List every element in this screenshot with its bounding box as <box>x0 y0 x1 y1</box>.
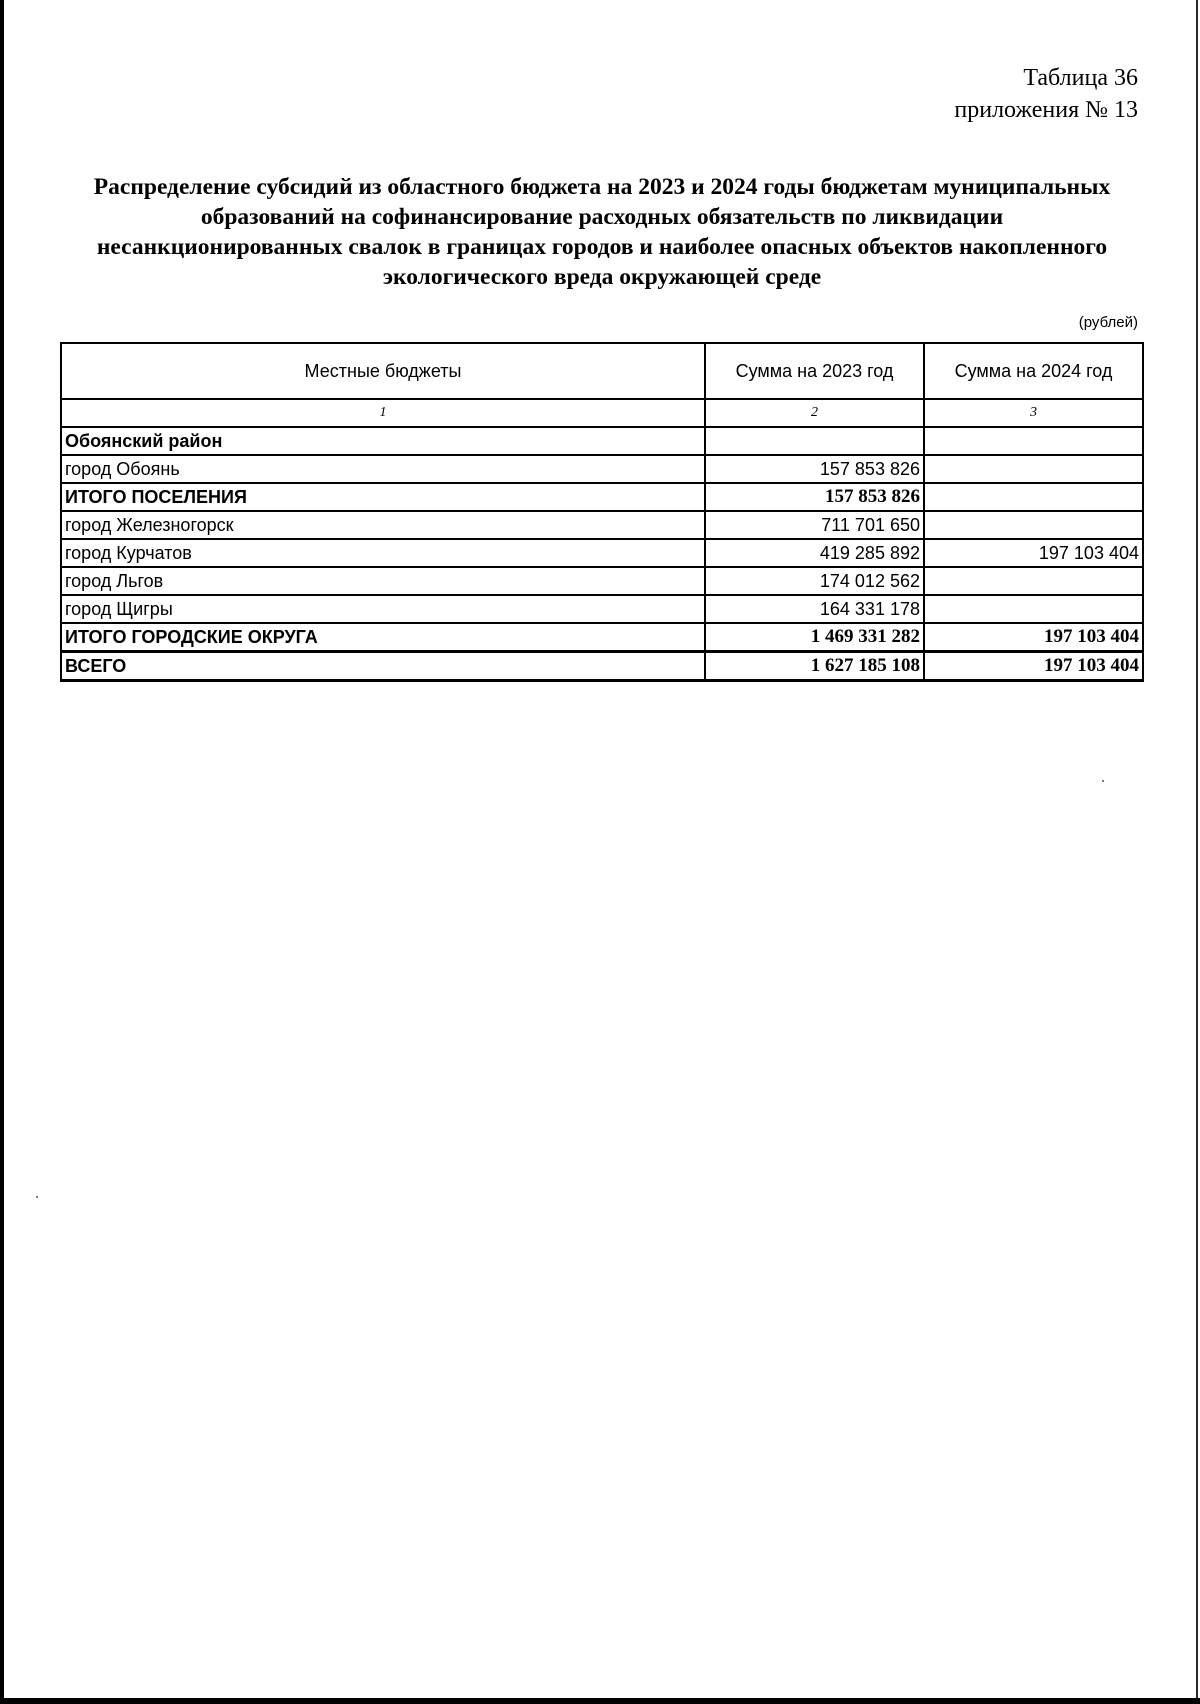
table-row <box>61 567 1143 595</box>
grand-total-row <box>61 652 1143 681</box>
row-amount-2024 <box>924 483 1143 511</box>
row-amount-2024: 197 103 404 <box>924 623 1143 652</box>
table-row <box>61 595 1143 623</box>
table-row <box>61 427 1143 455</box>
row-amount-2024 <box>924 427 1143 455</box>
header-amount-2024: Сумма на 2024 год <box>924 343 1143 399</box>
scan-speck <box>1102 780 1104 782</box>
row-amount-2023: 157 853 826 <box>705 483 924 511</box>
row-name: город Железногорск <box>61 511 705 539</box>
table-row <box>61 511 1143 539</box>
row-amount-2024 <box>924 455 1143 483</box>
table-row <box>61 455 1143 483</box>
subsidy-distribution-table <box>60 342 1144 682</box>
column-number-row <box>61 399 1143 427</box>
row-amount-2023: 1 627 185 108 <box>705 652 924 681</box>
subtotal-row <box>61 483 1143 511</box>
scan-border-right <box>1196 0 1198 1704</box>
row-name: город Обоянь <box>61 455 705 483</box>
row-name: ВСЕГО <box>61 652 705 681</box>
row-name: Обоянский район <box>61 427 705 455</box>
currency-unit-note: (рублей) <box>1078 314 1138 331</box>
title-line-1: Распределение субсидий из областного бюджета на 2023 и 2024 годы бюджетам муниципальных <box>93 174 1111 200</box>
subtotal-row <box>61 623 1143 652</box>
row-amount-2024: 197 103 404 <box>924 539 1143 567</box>
table-header-row <box>61 343 1143 399</box>
scan-border-left <box>0 0 4 1704</box>
row-amount-2024 <box>924 567 1143 595</box>
appendix-reference <box>954 62 1138 126</box>
row-name: город Курчатов <box>61 539 705 567</box>
row-amount-2023: 174 012 562 <box>705 567 924 595</box>
appendix-number: приложения № 13 <box>954 97 1138 123</box>
table-number: Таблица 36 <box>1023 65 1138 91</box>
column-number: 2 <box>705 399 924 427</box>
row-name: город Щигры <box>61 595 705 623</box>
row-amount-2023: 419 285 892 <box>705 539 924 567</box>
row-amount-2023: 164 331 178 <box>705 595 924 623</box>
scan-border-bottom <box>0 1698 1200 1704</box>
scan-speck <box>36 1196 38 1198</box>
title-line-4: экологического вреда окружающей среде <box>382 264 822 290</box>
column-number: 3 <box>924 399 1143 427</box>
column-number: 1 <box>61 399 705 427</box>
header-local-budgets: Местные бюджеты <box>61 343 705 399</box>
row-amount-2024 <box>924 595 1143 623</box>
header-amount-2023: Сумма на 2023 год <box>705 343 924 399</box>
row-amount-2023: 157 853 826 <box>705 455 924 483</box>
row-name: ИТОГО ГОРОДСКИЕ ОКРУГА <box>61 623 705 652</box>
row-name: город Льгов <box>61 567 705 595</box>
row-amount-2024: 197 103 404 <box>924 652 1143 681</box>
document-title <box>60 172 1144 292</box>
row-amount-2023: 711 701 650 <box>705 511 924 539</box>
title-line-2: образований на софинансирование расходных обязательств по ликвидации <box>200 204 1004 230</box>
row-name: ИТОГО ПОСЕЛЕНИЯ <box>61 483 705 511</box>
title-line-3: несанкционированных свалок в границах городов и наиболее опасных объектов накопленного <box>96 234 1108 260</box>
row-amount-2023 <box>705 427 924 455</box>
row-amount-2024 <box>924 511 1143 539</box>
row-amount-2023: 1 469 331 282 <box>705 623 924 652</box>
table-row <box>61 539 1143 567</box>
